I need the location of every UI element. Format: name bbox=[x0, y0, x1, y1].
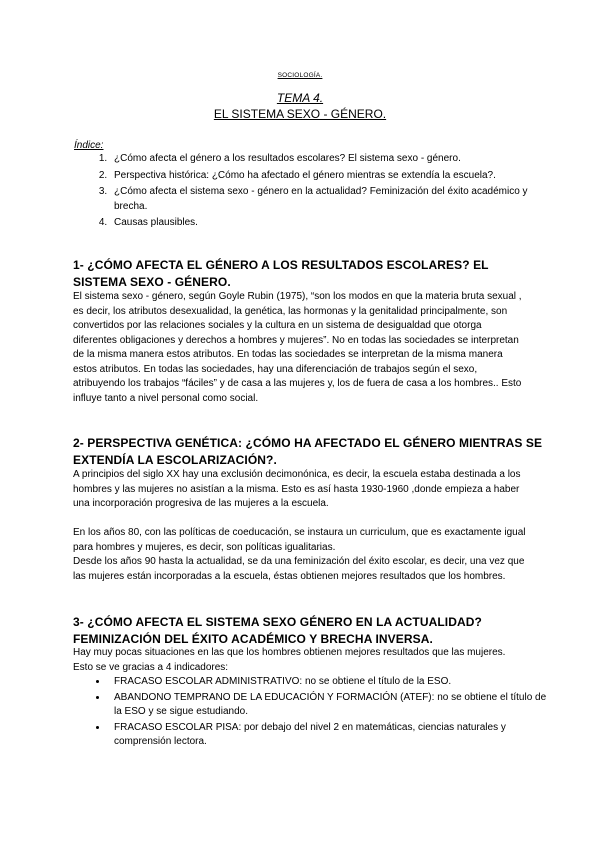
subject-label: SOCIOLOGÍA. bbox=[277, 72, 323, 79]
section-1-heading: 1- ¿CÓMO AFECTA EL GÉNERO A LOS RESULTADOS ESCOLARES? EL SISTEMA SEXO - GÉNERO. bbox=[73, 258, 489, 289]
index-list bbox=[90, 152, 550, 233]
section-3-heading: 3- ¿CÓMO AFECTA EL SISTEMA SEXO GÉNERO EN LA ACTUALIDAD? FEMINIZACIÓN DEL ÉXITO ACADÉMICO Y BRECHA INVERSA. bbox=[73, 615, 482, 646]
index-item: 1. ¿Cómo afecta el género a los resultados escolares? El sistema sexo - género. bbox=[110, 152, 550, 167]
index-item: 3. ¿Cómo afecta el sistema sexo - género en la actualidad? Feminización del éxito académico y brecha. bbox=[110, 185, 550, 214]
index-label: Índice: bbox=[74, 140, 104, 151]
section-2-paragraph: A principios del siglo XX hay una exclusión decimonónica, es decir, la escuela estaba destinada a los hombres y las mujeres no asistían a la misma. Esto es así hasta 1930-1960 ,donde empieza a haber una incorporación progresiva de las mujeres a la escuela. bbox=[73, 469, 521, 509]
indicator-item: • FRACASO ESCOLAR PISA: por debajo del nivel 2 en matemáticas, ciencias naturales y comprensión lectora. bbox=[108, 721, 548, 750]
index-item: 2. Perspectiva histórica: ¿Cómo ha afectado el género mientras se extendía la escuela?. bbox=[110, 169, 550, 184]
section-2-heading: 2- PERSPECTIVA GENÉTICA: ¿CÓMO HA AFECTADO EL GÉNERO MIENTRAS SE EXTENDÍA LA ESCOLARIZACIÓN?. bbox=[73, 436, 543, 467]
section-1-paragraph: El sistema sexo - género, según Goyle Rubin (1975), “son los modos en que la materia bruta sexual , es decir, los atributos desexualidad, la genética, las hormonas y la genitalidad principalmente, son convertidos por las relaciones sociales y la cultura en un sistema de desigualdad que otorga diferentes obligaciones y derechos a hombres y mujeres”. No en todas las sociedades se interpretan de la misma manera estos atributos. En todas las sociedades se interpretan de la misma manera estos atributos. En todas las sociedades, hay una diferenciación de trabajos según el sexo, atribuyendo los trabajos “fáciles” y de casa a las mujeres y, los de fuera de casa a los hombres.. Esto influye tanto a nivel personal como social. bbox=[73, 291, 522, 404]
indicator-item: • ABANDONO TEMPRANO DE LA EDUCACIÓN Y FORMACIÓN (ATEF): no se obtiene el título de la ESO y se sigue estudiando. bbox=[108, 691, 548, 720]
page-title: EL SISTEMA SEXO - GÉNERO. bbox=[213, 107, 387, 121]
tema-number: TEMA 4. bbox=[276, 91, 324, 105]
indicator-list bbox=[90, 675, 548, 751]
indicator-item: • FRACASO ESCOLAR ADMINISTRATIVO: no se obtiene el título de la ESO. bbox=[108, 675, 548, 690]
section-2-paragraph: Desde los años 90 hasta la actualidad, se da una feminización del éxito escolar, es decir, una vez que las mujeres están incorporadas a la escuela, éstas obtienen mejores resultados que los hombres. bbox=[73, 556, 525, 582]
section-3-paragraph: Hay muy pocas situaciones en las que los hombres obtienen mejores resultados que las mujeres. Esto se ve gracias a 4 indicadores: bbox=[73, 647, 506, 673]
index-item: 4. Causas plausibles. bbox=[110, 216, 550, 231]
section-2-paragraph: En los años 80, con las políticas de coeducación, se instaura un curriculum, que es exactamente igual para hombres y mujeres, es decir, son políticas igualitarias. bbox=[73, 527, 526, 553]
